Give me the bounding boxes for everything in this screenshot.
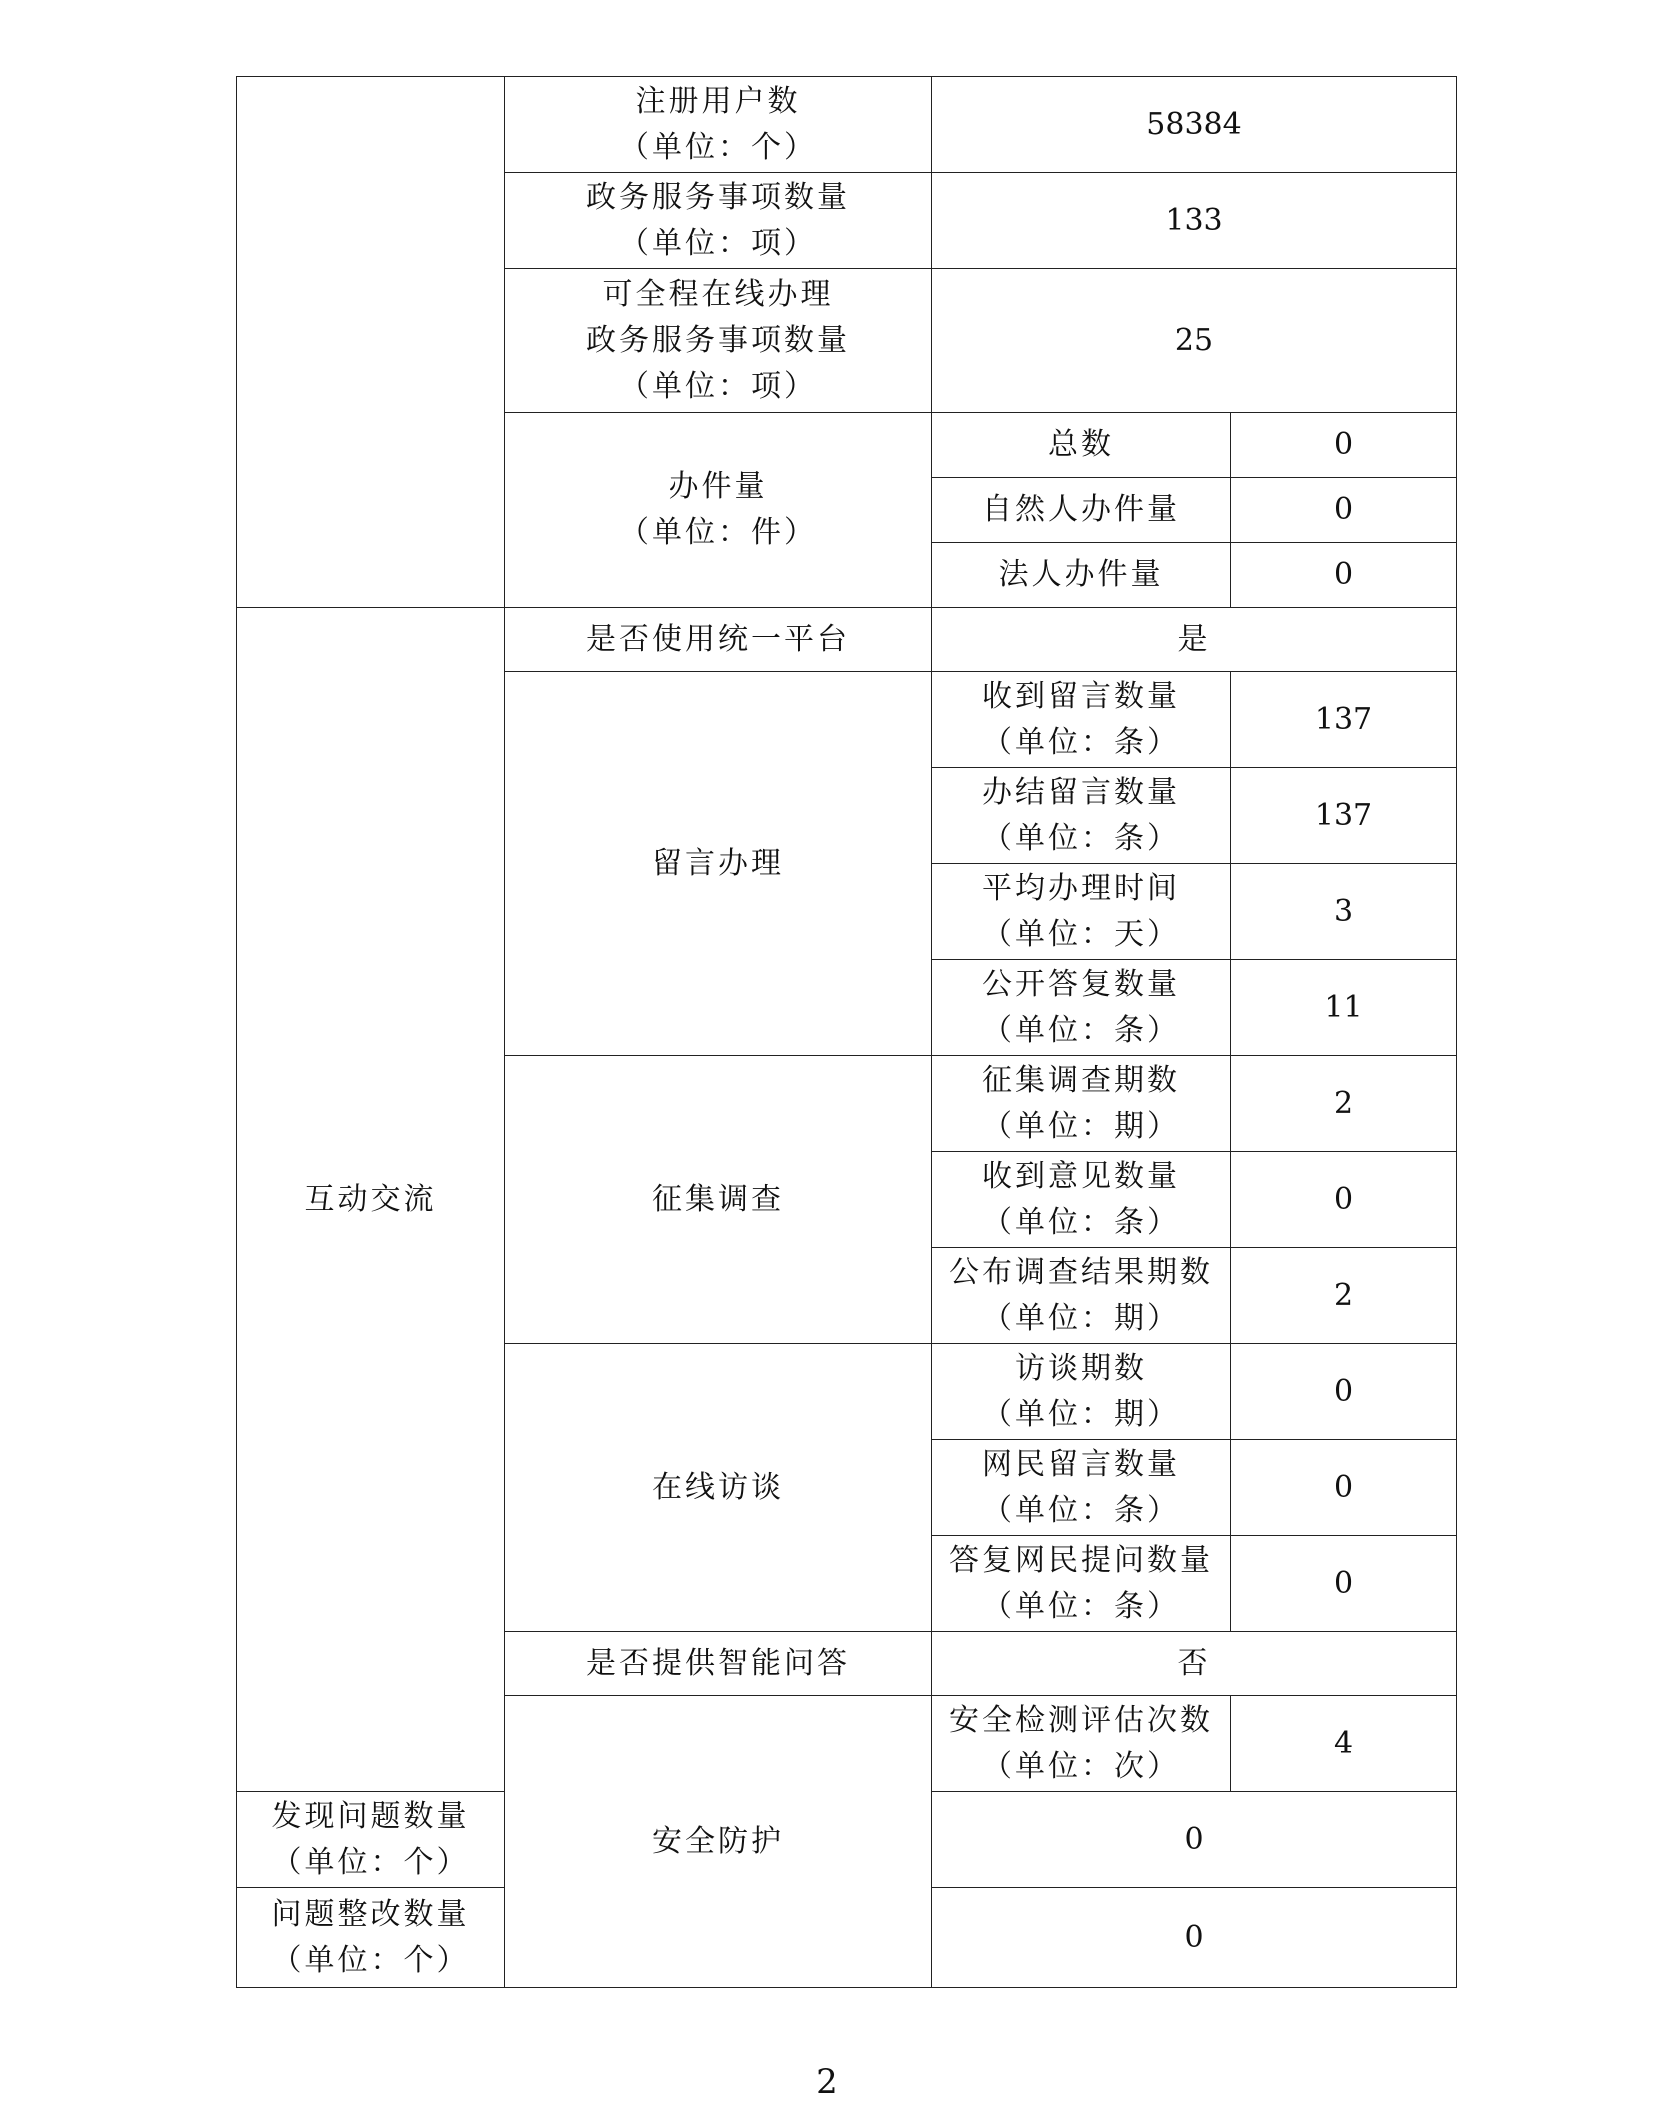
section-interaction: 互动交流: [237, 608, 505, 1792]
section-cell-empty: [237, 77, 505, 608]
page-number: 2: [816, 2062, 838, 2102]
interview-item-value: 0: [1231, 1344, 1457, 1440]
messages-item-value: 137: [1231, 672, 1457, 768]
security-item-value: 4: [1231, 1696, 1457, 1792]
smart-qa-value: 否: [932, 1632, 1457, 1696]
interview-label: 在线访谈: [505, 1344, 932, 1632]
messages-item-value: 11: [1231, 960, 1457, 1056]
cases-legal-label: 法人办件量: [932, 543, 1231, 608]
interview-item-label: 访谈期数 （单位：期）: [932, 1344, 1231, 1440]
messages-item-value: 137: [1231, 768, 1457, 864]
security-item-label: 发现问题数量 （单位：个）: [237, 1792, 505, 1888]
cases-legal-value: 0: [1231, 543, 1457, 608]
messages-item-label: 收到留言数量 （单位：条）: [932, 672, 1231, 768]
online-items-label: 可全程在线办理 政务服务事项数量 （单位：项）: [505, 269, 932, 413]
messages-item-label: 公开答复数量 （单位：条）: [932, 960, 1231, 1056]
survey-item-label: 公布调查结果期数 （单位：期）: [932, 1248, 1231, 1344]
cases-natural-value: 0: [1231, 478, 1457, 543]
section-security: 安全防护: [505, 1696, 932, 1988]
cases-total-label: 总数: [932, 413, 1231, 478]
security-item-label: 安全检测评估次数 （单位：次）: [932, 1696, 1231, 1792]
smart-qa-label: 是否提供智能问答: [505, 1632, 932, 1696]
cases-natural-label: 自然人办件量: [932, 478, 1231, 543]
survey-label: 征集调查: [505, 1056, 932, 1344]
messages-label: 留言办理: [505, 672, 932, 1056]
survey-item-value: 0: [1231, 1152, 1457, 1248]
survey-item-label: 征集调查期数 （单位：期）: [932, 1056, 1231, 1152]
security-item-label: 问题整改数量 （单位：个）: [237, 1888, 505, 1988]
messages-item-label: 办结留言数量 （单位：条）: [932, 768, 1231, 864]
interview-item-value: 0: [1231, 1536, 1457, 1632]
interview-item-value: 0: [1231, 1440, 1457, 1536]
registered-users-label: 注册用户数 （单位：个）: [505, 77, 932, 173]
survey-item-value: 2: [1231, 1056, 1457, 1152]
interview-item-label: 答复网民提问数量 （单位：条）: [932, 1536, 1231, 1632]
service-items-label: 政务服务事项数量 （单位：项）: [505, 173, 932, 269]
cases-label: 办件量 （单位：件）: [505, 413, 932, 608]
cases-total-value: 0: [1231, 413, 1457, 478]
service-items-value: 133: [932, 173, 1457, 269]
online-items-value: 25: [932, 269, 1457, 413]
registered-users-value: 58384: [932, 77, 1457, 173]
statistics-table: [236, 76, 1457, 1988]
unified-platform-value: 是: [932, 608, 1457, 672]
messages-item-label: 平均办理时间 （单位：天）: [932, 864, 1231, 960]
survey-item-label: 收到意见数量 （单位：条）: [932, 1152, 1231, 1248]
messages-item-value: 3: [1231, 864, 1457, 960]
security-item-value: 0: [932, 1888, 1457, 1988]
survey-item-value: 2: [1231, 1248, 1457, 1344]
unified-platform-label: 是否使用统一平台: [505, 608, 932, 672]
security-item-value: 0: [932, 1792, 1457, 1888]
interview-item-label: 网民留言数量 （单位：条）: [932, 1440, 1231, 1536]
